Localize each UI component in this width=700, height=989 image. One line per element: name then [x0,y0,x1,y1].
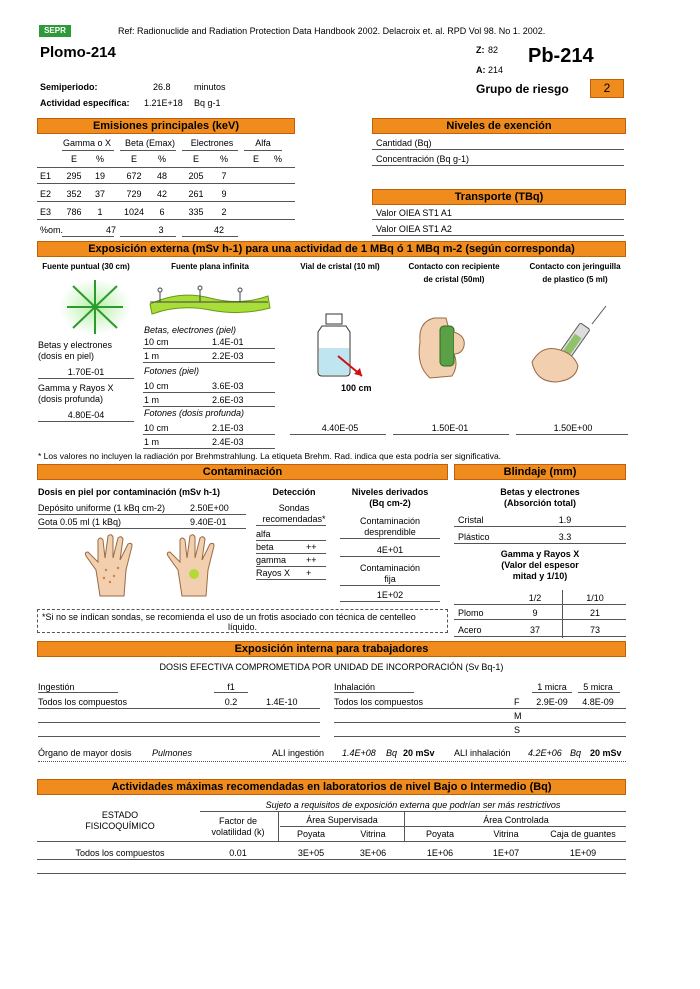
internal-subtitle: DOSIS EFECTIVA COMPROMETIDA POR UNIDAD DE INCORPORACIÓN (Sv Bq-1) [159,662,504,672]
shield-plastic-value: 3.3 [558,532,572,542]
emissions-title: Emisiones principales (keV) [37,118,295,134]
value-controlled-hood: 1E+07 [492,848,520,858]
transport-a1: Valor OIEA ST1 A1 [376,208,452,218]
detection-1-label: beta [256,542,274,552]
emission-row-label: E3 [40,207,52,217]
emission-group-gamma: Gamma o X [62,138,111,148]
col-controlled-bench: Poyata [425,829,455,839]
ingestion-dose-value: 1.4E-10 [266,697,298,707]
col-supervised-bench: Poyata [296,829,326,839]
sepr-logo: SEPR [39,25,71,37]
point-betas-label-2: (dosis en piel) [38,351,95,361]
inhalation-class: F [514,697,520,707]
shield-lead-half: 9 [532,608,538,618]
value-controlled-glovebox: 1E+09 [569,848,597,858]
emission-subhead: % [219,154,228,164]
f1-label: f1 [227,682,235,692]
transport-title: Transporte (TBq) [372,189,626,205]
z-label: Z: [476,45,485,55]
removable-label-1: Contaminación [359,516,421,526]
activity-value: 1.21E+18 [144,98,183,108]
ingestion-row-label: Todos los compuestos [38,697,128,707]
shield-steel-label: Acero [458,625,482,635]
emission-cell: 1024 [123,207,145,217]
emission-cell: 9 [221,189,227,199]
syringe-value: 1.50E+00 [553,423,593,433]
detection-2-value: ++ [306,555,317,565]
emission-cell: 48 [156,171,167,181]
half-life-unit: minutos [194,82,226,92]
plane-heading-betas: Betas, electrones (piel) [144,325,237,335]
point-gamma-label-1: Gamma y Rayos X [38,383,114,393]
plane-source-header: Fuente plana infinita [171,262,249,271]
plane-photons-skin-value-2: 2.6E-03 [212,395,244,405]
inhalation-label: Inhalación [334,682,376,692]
point-gamma-label-2: (dosis profunda) [38,394,104,404]
detection-3-label: Rayos X [256,568,291,578]
shield-gamma-title-1: Gamma y Rayos X [500,549,580,559]
syringe-illustration [522,300,622,390]
inhalation-value-5micron: 4.8E-09 [582,697,614,707]
plane-photons-skin-value-1: 3.6E-03 [212,381,244,391]
half-life-value: 26.8 [153,82,171,92]
emission-cell: 6 [159,207,165,217]
reference-text: Ref: Radionuclide and Radiation Protection Data Handbook 2002. Delacroix et. al. RPD Vol 98. No 1. 2002. [118,26,546,36]
emission-cell: 2 [221,207,227,217]
activities-row-label: Todos los compuestos [75,848,165,858]
syringe-header-1: Contacto con jeringuilla [529,262,621,271]
inhalation-class: S [514,725,521,735]
shield-glass-label: Cristal [458,515,484,525]
brehmstrahlung-note: * Los valores no incluyen la radiación por Brehmstrahlung. La etiqueta Brehm. Rad. indica que esta podría ser significativa. [38,451,502,461]
col-controlled-hood: Vitrina [493,829,519,839]
organ-value: Pulmones [152,748,193,758]
col-supervised-hood: Vitrina [360,829,386,839]
shield-gamma-title-3: mitad y 1/10) [512,571,568,581]
plane-betas-value-1: 1.4E-01 [212,337,244,347]
emission-cell: 261 [188,189,204,199]
shield-glass-value: 1.9 [558,515,572,525]
detection-1-value: ++ [306,542,317,552]
emission-subhead: E [70,154,77,164]
shield-steel-half: 37 [529,625,540,635]
vial-value: 4.40E-05 [321,423,359,433]
emission-cell: 205 [188,171,204,181]
activities-title: Actividades máximas recomendadas en laboratorios de nivel Bajo o Intermedio (Bq) [37,779,626,795]
fixed-label-1: Contaminación [359,563,421,573]
ali-ingestion-unit: Bq [386,748,398,758]
deposit-label: Depósito uniforme (1 kBq cm-2) [38,503,166,513]
hand-drop-illustration [162,534,232,600]
activities-controlled-area: Área Controlada [483,815,549,825]
activities-state-1: ESTADO [101,810,139,820]
removable-label-2: desprendible [364,527,416,537]
point-source-illustration [55,276,135,338]
skin-dose-title: Dosis en piel por contaminación (mSv h-1) [38,487,221,497]
a-value: 214 [488,65,504,75]
emission-cell: 352 [66,189,82,199]
activities-factor-2: volatilidad (k) [211,827,265,837]
ali-ingestion-dose: 20 mSv [403,748,435,758]
detection-0-label: alfa [256,529,271,539]
emission-subhead: E [130,154,137,164]
emission-row-label: E2 [40,189,52,199]
emission-cell: 37 [94,189,105,199]
emission-group-beta: Beta (Emax) [124,138,175,148]
probe-note-line-1: *Si no se indican sondas, se recomienda el uso de un frotis asociado con técnica de centelleo [42,612,416,622]
element-name: Plomo-214 [40,44,116,61]
emission-subhead: % [95,154,104,164]
probes-label-1: Sondas [278,503,310,513]
derived-levels-title-2: (Bq cm-2) [369,498,411,508]
plane-source-illustration [140,282,280,322]
container-value: 1.50E-01 [431,423,469,433]
emission-cell: 7 [221,171,227,181]
plane-photons-deep-distance-1: 10 cm [144,423,169,433]
vial-distance: 100 cm [341,383,372,393]
probe-note-line-2: líquido. [227,622,258,632]
shield-steel-tenth: 73 [589,625,600,635]
value-supervised-bench: 3E+05 [297,848,325,858]
plane-photons-deep-distance-2: 1 m [144,437,160,447]
plane-photons-deep-value-1: 2.1E-03 [212,423,244,433]
plane-photons-skin-distance-2: 1 m [144,395,160,405]
point-gamma-value: 4.80E-04 [67,410,105,420]
emission-pct-label: %om. [40,225,64,235]
shield-col-half: 1/2 [528,593,542,603]
derived-levels-title-1: Niveles derivados [351,487,429,497]
container-header-1: Contacto con recipiente [408,262,500,271]
emission-cell: 729 [126,189,142,199]
emission-subhead: E [252,154,259,164]
activities-state-2: FISICOQUÍMICO [85,821,155,831]
ali-inhalation-value: 4.2E+06 [528,748,562,758]
risk-group-label: Grupo de riesgo [476,82,569,96]
syringe-header-2: de plastico (5 ml) [542,275,608,284]
drop-value: 9.40E-01 [190,517,227,527]
emission-group-electrons: Electrones [190,138,234,148]
external-exposure-title: Exposición externa (mSv h-1) para una actividad de 1 MBq ó 1 MBq m-2 (según corresponda) [37,241,626,257]
shielding-title: Blindaje (mm) [454,464,626,480]
detection-3-value: + [306,568,312,578]
risk-group-value: 2 [590,79,624,98]
internal-exposure-title: Exposición interna para trabajadores [37,641,626,657]
container-illustration [400,302,500,382]
ali-ingestion-label: ALI ingestión [272,748,325,758]
removable-value: 4E+01 [376,545,404,555]
inhalation-col-5micron: 5 micra [583,682,613,692]
emission-pct-gamma: 47 [105,225,116,235]
emission-cell: 1 [97,207,103,217]
plane-betas-distance-2: 1 m [144,351,160,361]
emission-cell: 19 [94,171,105,181]
emission-cell: 672 [126,171,142,181]
activities-supervised-area: Área Supervisada [306,815,378,825]
contamination-title: Contaminación [37,464,448,480]
shield-gamma-title-2: (Valor del espesor [501,560,579,570]
plane-photons-skin-distance-1: 10 cm [144,381,169,391]
container-header-2: de cristal (50ml) [423,275,485,284]
emission-subhead: % [273,154,282,164]
detection-2-label: gamma [256,555,287,565]
z-value: 82 [488,45,499,55]
emission-cell: 295 [66,171,82,181]
shield-beta-title-1: Betas y electrones [500,487,580,497]
exemption-quantity: Cantidad (Bq) [376,138,432,148]
value-controlled-bench: 1E+06 [426,848,454,858]
vial-header: Vial de cristal (10 ml) [300,262,380,271]
ingestion-label: Ingestión [38,682,75,692]
organ-label: Órgano de mayor dosis [38,748,132,758]
point-source-header: Fuente puntual (30 cm) [42,262,130,271]
ali-inhalation-label: ALI inhalación [454,748,511,758]
emission-cell: 335 [188,207,204,217]
emission-group-alpha: Alfa [255,138,271,148]
activity-unit: Bq g-1 [194,98,221,108]
plane-heading-photons-deep: Fotones (dosis profunda) [144,408,245,418]
inhalation-class: M [514,711,522,721]
inhalation-col-1micron: 1 micra [537,682,567,692]
ingestion-f1-value: 0.2 [224,697,238,707]
emission-subhead: % [157,154,166,164]
inhalation-value-1micron: 2.9E-09 [536,697,568,707]
shield-col-tenth: 1/10 [586,593,604,603]
activities-subject: Sujeto a requisitos de exposición externa que podrían ser más restrictivos [265,800,561,810]
vial-illustration [312,312,372,382]
hand-uniform-illustration [80,534,150,600]
ali-ingestion-value: 1.4E+08 [342,748,376,758]
exemption-title: Niveles de exención [372,118,626,134]
shield-plastic-label: Plástico [458,532,490,542]
half-life-label: Semiperiodo: [40,82,98,92]
value-supervised-hood: 3E+06 [359,848,387,858]
exemption-concentration: Concentración (Bq g-1) [376,154,470,164]
shield-lead-tenth: 21 [589,608,600,618]
emission-cell: 42 [156,189,167,199]
element-symbol: Pb-214 [528,45,594,67]
point-betas-label-1: Betas y electrones [38,340,113,350]
emission-pct-electrons: 42 [213,225,224,235]
emission-subhead: E [192,154,199,164]
plane-betas-distance-1: 10 cm [144,337,169,347]
drop-label: Gota 0.05 ml (1 kBq) [38,517,122,527]
fixed-label-2: fija [384,574,396,584]
deposit-value: 2.50E+00 [190,503,229,513]
emission-row-label: E1 [40,171,52,181]
a-label: A: [476,65,486,75]
detection-title: Detección [272,487,316,497]
ali-inhalation-dose: 20 mSv [590,748,622,758]
activities-factor-1: Factor de [218,816,258,826]
activity-label: Actividad específica: [40,98,130,108]
activities-row-factor: 0.01 [229,848,247,858]
probes-label-2: recomendadas* [262,514,326,524]
emission-cell: 786 [66,207,82,217]
plane-heading-photons-skin: Fotones (piel) [144,366,200,376]
transport-a2: Valor OIEA ST1 A2 [376,224,452,234]
point-betas-value: 1.70E-01 [67,367,105,377]
shield-lead-label: Plomo [458,608,484,618]
emission-pct-beta: 3 [158,225,164,235]
fixed-value: 1E+02 [376,590,404,600]
shield-beta-title-2: (Absorción total) [504,498,576,508]
col-controlled-glovebox: Caja de guantes [550,829,616,839]
plane-photons-deep-value-2: 2.4E-03 [212,437,244,447]
inhalation-row-label: Todos los compuestos [334,697,424,707]
ali-inhalation-unit: Bq [570,748,582,758]
plane-betas-value-2: 2.2E-03 [212,351,244,361]
